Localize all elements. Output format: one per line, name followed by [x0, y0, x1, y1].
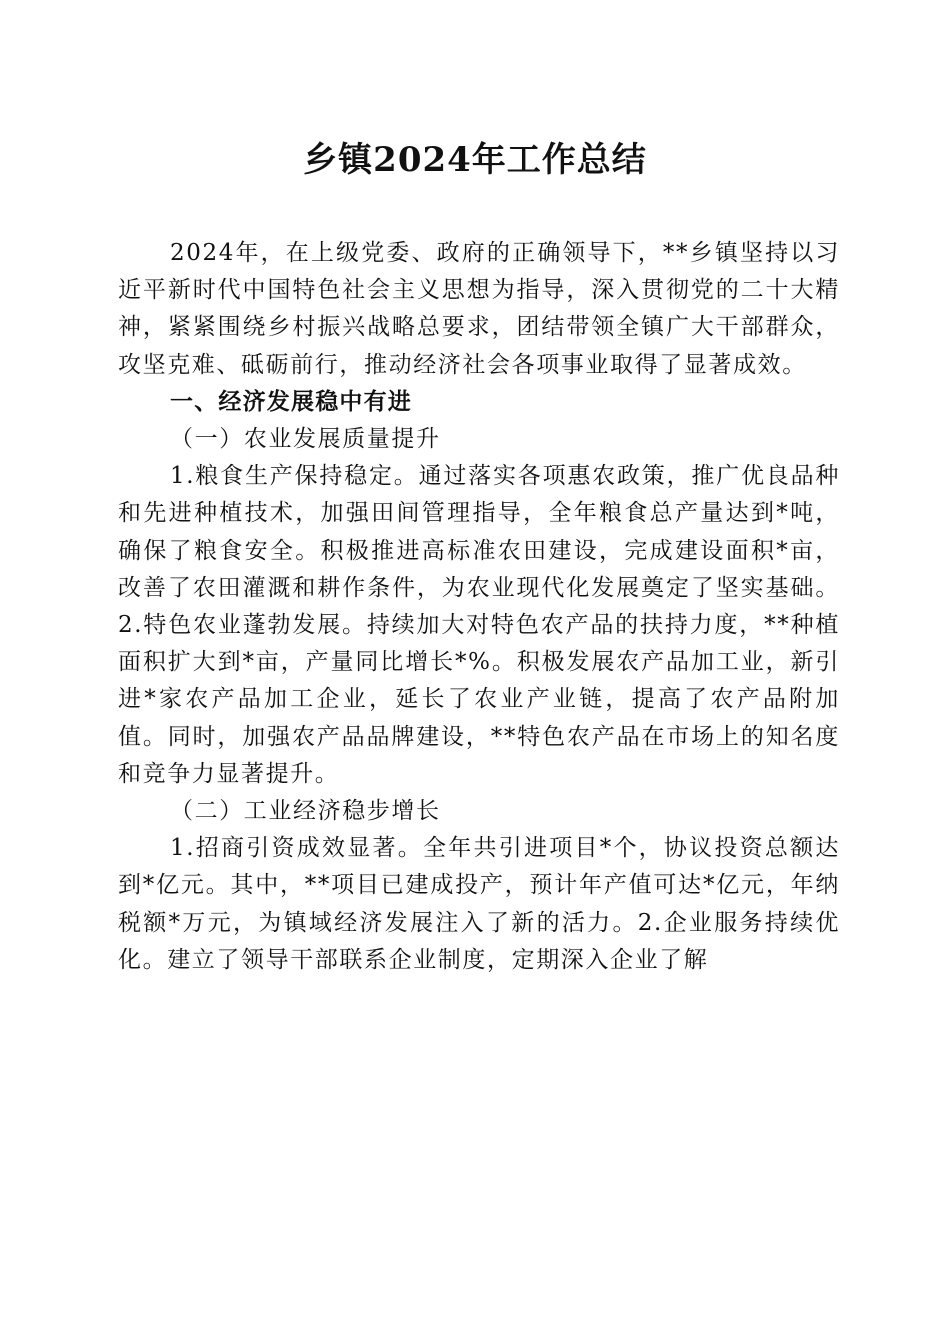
industry-paragraph: 1.招商引资成效显著。全年共引进项目*个，协议投资总额达到*亿元。其中，**项目已建成投产，预计年产值可达*亿元，年纳税额*万元，为镇域经济发展注入了新的活力。2.企业服务持续优化。建立了领导干部联系企业制度，定期深入企业了解 [118, 835, 840, 973]
document-title: 乡镇2024年工作总结 [303, 140, 647, 180]
subsection-heading-industry: （二）工业经济稳步增长 [170, 798, 441, 825]
intro-paragraph: 2024年，在上级党委、政府的正确领导下，**乡镇坚持以习近平新时代中国特色社会主义思想为指导，深入贯彻党的二十大精神，紧紧围绕乡村振兴战略总要求，团结带领全镇广大干部群众，攻坚克难、砥砺前行，推动经济社会各项事业取得了显著成效。 [118, 240, 840, 378]
document-body [118, 235, 840, 979]
agriculture-paragraph: 1.粮食生产保持稳定。通过落实各项惠农政策，推广优良品种和先进种植技术，加强田间管理指导，全年粮食总产量达到*吨，确保了粮食安全。积极推进高标准农田建设，完成建设面积*亩，改善了农田灌溉和耕作条件，为农业现代化发展奠定了坚实基础。2.特色农业蓬勃发展。持续加大对特色农产品的扶持力度，**种植面积扩大到*亩，产量同比增长*%。积极发展农产品加工业，新引进*家农产品加工企业，延长了农业产业链，提高了农产品附加值。同时，加强农产品品牌建设，**特色农产品在市场上的知名度和竞争力显著提升。 [118, 463, 840, 787]
section-heading-economy: 一、经济发展稳中有进 [170, 388, 412, 415]
subsection-heading-agriculture: （一）农业发展质量提升 [170, 426, 441, 453]
